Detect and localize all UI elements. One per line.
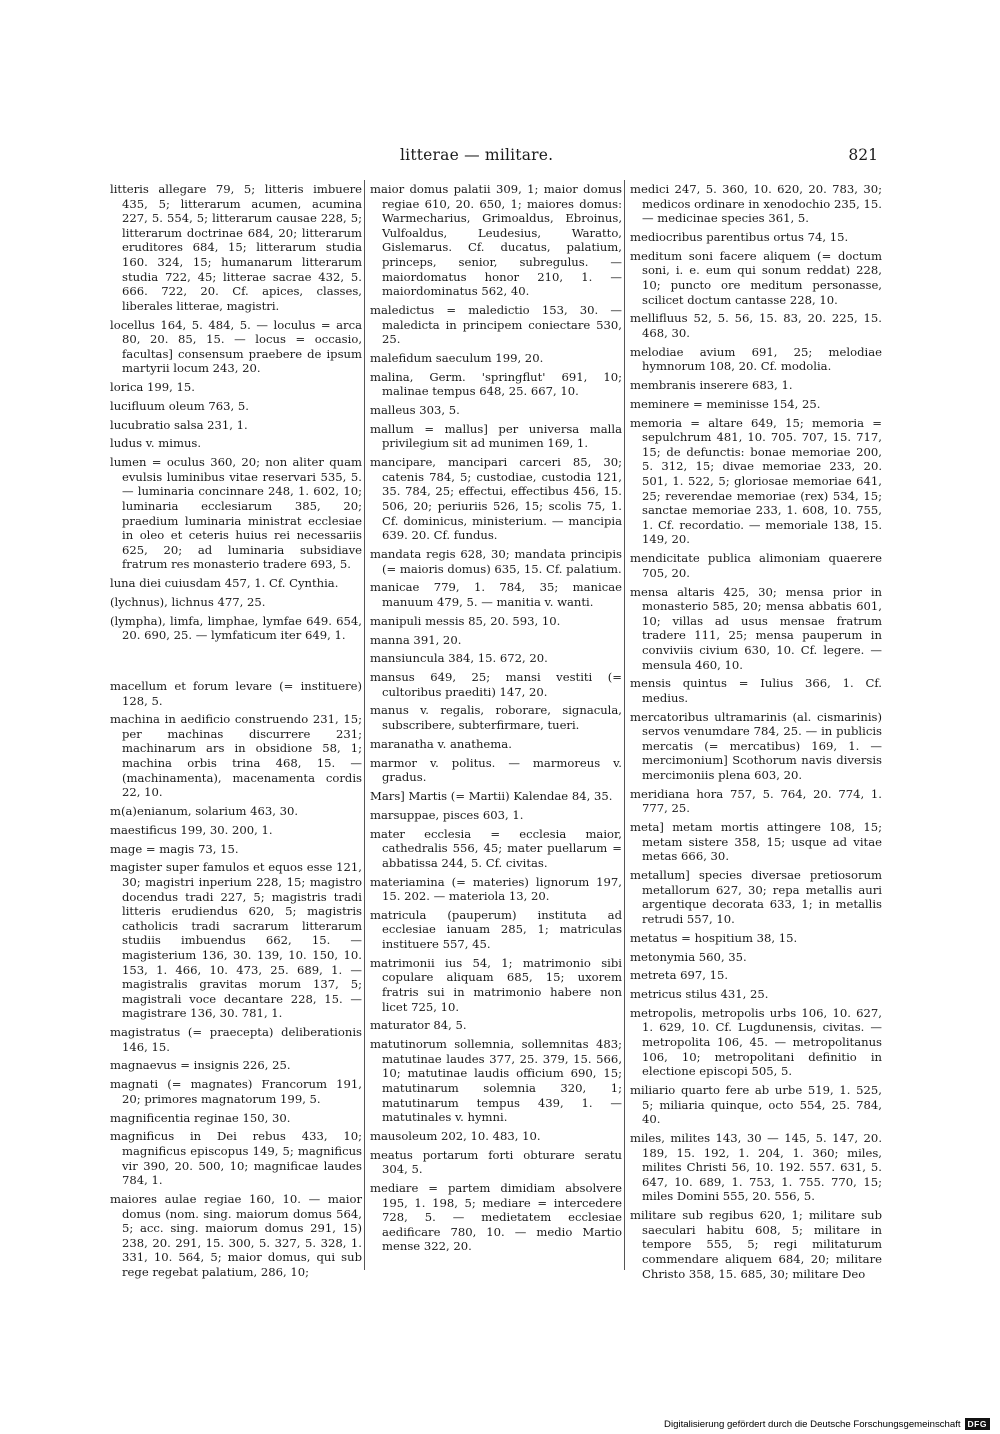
index-entry: matrimonii ius 54, 1; matrimonio sibi copulare aliquam 685, 15; uxorem fratris sui in matrimonio habere non licet 725, 10.	[370, 955, 622, 1014]
index-entry: manus v. regalis, roborare, signacula, subscribere, subterfirmare, tueri.	[370, 703, 622, 733]
column-divider	[624, 180, 625, 1270]
index-entry: manipuli messis 85, 20. 593, 10.	[370, 613, 561, 628]
index-entry: marmor v. politus. — marmoreus v. gradus.	[370, 755, 622, 785]
index-entry: manna 391, 20.	[370, 632, 462, 647]
index-entry: mediocribus parentibus ortus 74, 15.	[630, 229, 849, 244]
index-entry: meminere = meminisse 154, 25.	[630, 396, 821, 411]
index-entry: meta] metam mortis attingere 108, 15; metam sistere 358, 15; usque ad vitae metas 666, 30.	[630, 820, 882, 864]
digitization-credit: Digitalisierung gefördert durch die Deutsche Forschungsgemeinschaft	[664, 1418, 961, 1430]
index-entry: metreta 697, 15.	[630, 968, 729, 983]
index-entry: mensis quintus = Iulius 366, 1. Cf. medius.	[630, 676, 882, 705]
index-entry: materiamina (= materies) lignorum 197, 15. 202. — materiola 13, 20.	[370, 874, 622, 904]
index-entry: (lympha), limfa, limphae, lymfae 649. 654, 20. 690, 25. — lymfaticum iter 649, 1.	[110, 613, 362, 643]
index-entry: maranatha v. anathema.	[370, 736, 512, 751]
index-entry: magnaevus = insignis 226, 25.	[110, 1058, 291, 1073]
index-entry: litteris allegare 79, 5; litteris imbuere 435, 5; litterarum acumen, acumina 227, 5. 554, 5; litterarum causae 228, 5; litterarum doctrinae 684, 20; litterarum eruditores 684, 15; litterarum studia 160. 324, 15; humanarum litterarum studia 722, 45; litterae sacrae 432, 5. 666. 722, 20. Cf. apices, classes, liberales litterae, magistri.	[110, 182, 362, 313]
index-column-2	[370, 182, 622, 1258]
index-entry: magistratus (= praecepta) deliberationis 146, 15.	[110, 1025, 362, 1054]
index-entry: metricus stilus 431, 25.	[630, 987, 769, 1002]
index-entry: maiores aulae regiae 160, 10. — maior domus (nom. sing. maiorum domus 564, 5; acc. sing. maiorum domus 291, 15) 238, 20. 291, 15. 300, 5. 327, 5. 328, 1. 331, 10. 564, 5; maior domus, qui sub rege regebat palatium, 286, 10;	[110, 1191, 362, 1279]
index-entry: (lychnus), lichnus 477, 25.	[110, 594, 266, 609]
index-entry: mediare = partem dimidiam absolvere 195, 1. 198, 5; mediare = intercedere 728, 5. — medietatem ecclesiae aedificare 780, 10. — medio Martio mense 322, 20.	[370, 1181, 622, 1254]
index-column-1	[110, 182, 362, 1284]
index-entry: mallum = mallus] per universa malla privilegium sit ad munimen 169, 1.	[370, 421, 622, 451]
index-entry: mansiuncula 384, 15. 672, 20.	[370, 651, 548, 666]
index-entry: mater ecclesia = ecclesia maior, cathedralis 556, 45; mater puellarum = abbatissa 244, 5. Cf. civitas.	[370, 826, 622, 870]
index-entry: magister super famulos et equos esse 121, 30; magistri inperium 228, 15; magistro docendus tradi 227, 5; magistris tradi litteris erudiendus 620, 5; magistris catholicis tradi sacrarum litterarum studiis imbuendus 662, 15. — magisterium 136, 30. 139, 10. 150, 10. 153, 1. 466, 10. 473, 25. 689, 1. — magistralis gravitas morum 137, 5; magistrali voce decantare 228, 15. — magistrare 136, 30. 781, 1.	[110, 860, 362, 1021]
index-entry: lumen = oculus 360, 20; non aliter quam evulsis luminibus vitae reservari 535, 5. — luminaria concinnare 248, 1. 602, 10; luminaria ecclesiarum 385, 20; praedium luminaria ministrat ecclesiae in oleo et ceteris huius rei necessariis 625, 20; ad luminaria subsidiave fratrum res monasterio tradere 693, 5.	[110, 455, 362, 572]
index-entry: miles, milites 143, 30 — 145, 5. 147, 20. 189, 15. 192, 1. 204, 1. 360; miles, milites Christi 56, 10. 192. 557. 631, 5. 647, 10. 689, 1. 753, 1. 755. 770, 15; miles Domini 555, 20. 556, 5.	[630, 1130, 882, 1204]
index-entry: maledictus = maledictio 153, 30. — maledicta in principem coniectare 530, 25.	[370, 302, 622, 347]
index-entry: malefidum saeculum 199, 20.	[370, 350, 544, 365]
page-number: 821	[848, 146, 878, 164]
index-entry: lorica 199, 15.	[110, 380, 195, 395]
index-entry: mellifluus 52, 5. 56, 15. 83, 20. 225, 15. 468, 30.	[630, 311, 882, 340]
page-header	[0, 146, 1000, 168]
index-entry: medici 247, 5. 360, 10. 620, 20. 783, 30; medicos ordinare in xenodochio 235, 15. — medicinae species 361, 5.	[630, 182, 882, 226]
index-entry: lucubratio salsa 231, 1.	[110, 417, 248, 432]
index-entry: Mars] Martis (= Martii) Kalendae 84, 35.	[370, 788, 613, 803]
index-entry: mercatoribus ultramarinis (al. cismarinis) servos venumdare 784, 25. — in publicis mercatis (= mercatibus) 169, 1. — mercimonium] Scothorum navis diversis mercimoniis plena 603, 20.	[630, 709, 882, 783]
index-entry: malleus 303, 5.	[370, 403, 460, 418]
index-entry: metallum] species diversae pretiosorum metallorum 627, 30; repa metallis auri argentique decorata 633, 1; in metallis retrudi 557, 10.	[630, 868, 882, 926]
index-entry: lucifluum oleum 763, 5.	[110, 398, 249, 413]
index-entry: marsuppae, pisces 603, 1.	[370, 807, 524, 822]
index-entry: maestificus 199, 30. 200, 1.	[110, 822, 273, 837]
index-entry: manicae 779, 1. 784, 35; manicae manuum 479, 5. — manitia v. wanti.	[370, 580, 622, 609]
index-entry: macellum et forum levare (= instituere) 128, 5.	[110, 678, 362, 708]
index-entry: mage = magis 73, 15.	[110, 841, 239, 856]
index-entry: melodiae avium 691, 25; melodiae hymnorum 108, 20. Cf. modolia.	[630, 344, 882, 374]
index-entry: metropolis, metropolis urbs 106, 10. 627, 1. 629, 10. Cf. Lugdunensis, civitas. — metropolita 106, 45. — metropolitanus 106, 10; metropolitani definitio in electione episcopi 505, 5.	[630, 1005, 882, 1079]
index-entry: mendicitate publica alimoniam quaerere 705, 20.	[630, 551, 882, 580]
index-entry: matricula (pauperum) instituta ad ecclesiae ianuam 285, 1; matriculas instituere 557, 45.	[370, 907, 622, 952]
index-entry: malina, Germ. 'springflut' 691, 10; malinae tempus 648, 25. 667, 10.	[370, 369, 622, 399]
page-footer	[664, 1418, 990, 1430]
index-entry: mansus 649, 25; mansi vestiti (= cultoribus praediti) 147, 20.	[370, 670, 622, 699]
index-entry: machina in aedificio construendo 231, 15; per machinas discurrere 231; machinarum ars in obsidione 58, 1; machina orbis trina 468, 15. — (machinamenta), macenamenta cordis 22, 10.	[110, 712, 362, 800]
index-entry: maturator 84, 5.	[370, 1018, 467, 1033]
column-divider	[364, 180, 365, 1270]
index-entry: metatus = hospitium 38, 15.	[630, 930, 798, 945]
index-entry: meridiana hora 757, 5. 764, 20. 774, 1. 777, 25.	[630, 786, 882, 816]
index-column-3	[630, 182, 882, 1285]
index-entry: miliario quarto fere ab urbe 519, 1. 525, 5; miliaria quinque, octo 554, 25. 784, 40.	[630, 1083, 882, 1127]
index-entry: meditum soni facere aliquem (= doctum soni, i. e. eum qui sonum reddat) 228, 10; puncto ore meditum personasse, scilicet doctum cantasse 228, 10.	[630, 248, 882, 307]
index-entry: luna diei cuiusdam 457, 1. Cf. Cynthia.	[110, 576, 339, 591]
index-entry: metonymia 560, 35.	[630, 949, 747, 964]
index-entry: m(a)enianum, solarium 463, 30.	[110, 804, 299, 819]
index-entry: ludus v. mimus.	[110, 436, 202, 451]
index-entry: membranis inserere 683, 1.	[630, 378, 793, 393]
index-entry: magnificus in Dei rebus 433, 10; magnificus episcopus 149, 5; magnificus vir 390, 20. 500, 10; magnificae laudes 784, 1.	[110, 1129, 362, 1188]
index-entry: mensa altaris 425, 30; mensa prior in monasterio 585, 20; mensa abbatis 601, 10; villas ad usus mensae fratrum tradere 111, 25; mensa pauperum in conviviis civium 630, 10. Cf. legere. — mensula 460, 10.	[630, 584, 882, 672]
index-entry: maior domus palatii 309, 1; maior domus regiae 610, 20. 650, 1; maiores domus: Warmecharius, Grimoaldus, Ebroinus, Vulfoaldus, Leudesius, Waratto, Gislemarus. Cf. ducatus, palatium, princeps, senior, subregulus. — maiordomatus honor 210, 1. — maiordominatus 562, 40.	[370, 182, 622, 299]
index-entry: meatus portarum forti obturare seratu 304, 5.	[370, 1147, 622, 1177]
index-entry: matutinorum sollemnia, sollemnitas 483; matutinae laudes 377, 25. 379, 15. 566, 10; matutinae laudis officium 690, 15; matutinarum solemnia 320, 1; matutinarum tempus 439, 1. — matutinales v. hymni.	[370, 1037, 622, 1125]
running-head: litterae — militare.	[400, 146, 554, 164]
index-entry: mandata regis 628, 30; mandata principis (= maioris domus) 635, 15. Cf. palatium.	[370, 546, 622, 576]
index-entry: magnificentia reginae 150, 30.	[110, 1110, 291, 1125]
index-entry: memoria = altare 649, 15; memoria = sepulchrum 481, 10. 705. 707, 15. 717, 15; de defunctis: bonae memoriae 200, 5. 312, 15; divae memoriae 233, 20. 501, 1. 522, 5; gloriosae memoriae 641, 25; reverendae memoriae (rex) 534, 15; sanctae memoriae 233, 1. 608, 10. 755, 1. Cf. recordatio. — memoriale 138, 15. 149, 20.	[630, 415, 882, 547]
dfg-logo: DFG	[965, 1418, 990, 1430]
index-entry: magnati (= magnates) Francorum 191, 20; primores magnatorum 199, 5.	[110, 1077, 362, 1106]
index-entry: militare sub regibus 620, 1; militare sub saeculari habitu 608, 5; militare in tempore 555, 5; regi militaturum commendare aliquem 684, 20; militare Christo 358, 15. 685, 30; militare Deo	[630, 1208, 882, 1281]
index-entry: mancipare, mancipari carceri 85, 30; catenis 784, 5; custodiae, custodia 121, 35. 784, 25; effectui, effectibus 456, 15. 506, 20; periuriis 526, 15; scolis 75, 1. Cf. dominicus, ministerium. — mancipia 639. 20. Cf. fundus.	[370, 455, 622, 543]
index-entry: locellus 164, 5. 484, 5. — loculus = arca 80, 20. 85, 15. — locus = occasio, facultas] consensum praebere de ipsum martyrii locum 243, 20.	[110, 317, 362, 376]
index-entry: mausoleum 202, 10. 483, 10.	[370, 1128, 541, 1143]
